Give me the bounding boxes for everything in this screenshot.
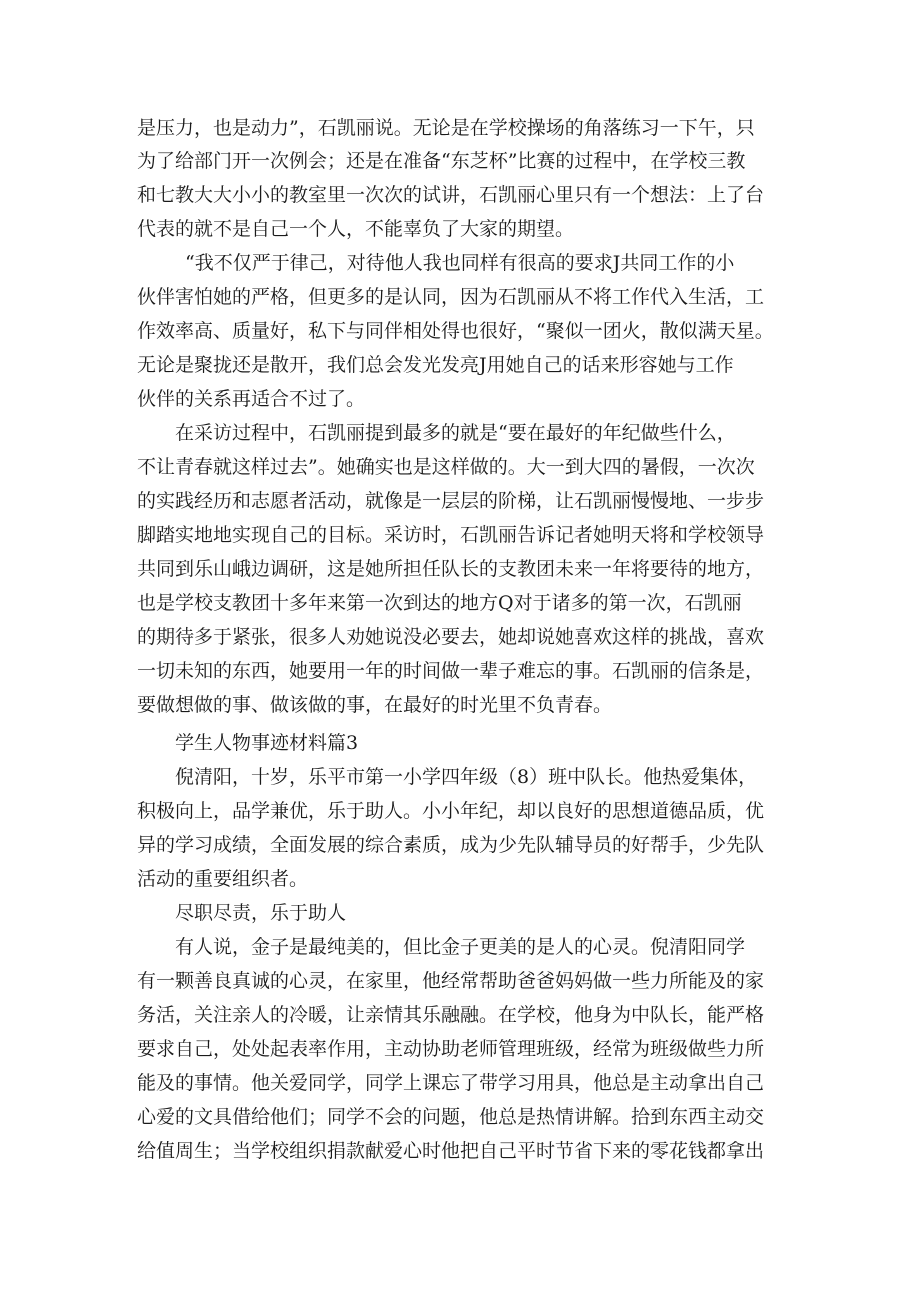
text-line: 要做想做的事、做该做的事，在最好的时光里不负青春。 — [137, 694, 613, 716]
text-line: 有人说，金子是最纯美的，但比金子更美的是人的心灵。倪清阳同学 — [175, 936, 746, 958]
text-line: 异的学习成绩，全面发展的综合素质，成为少先队辅导员的好帮手，少先队 — [137, 834, 765, 856]
subheading: 尽职尽责，乐于助人 — [175, 902, 347, 924]
section-heading: 学生人物事迹材料篇3 — [175, 732, 359, 754]
text-line: 积极向上，品学兼优，乐于助人。小小年纪，却以良好的思想道德品质，优 — [137, 800, 765, 822]
text-line: 的实践经历和志愿者活动，就像是一层层的阶梯，让石凯丽慢慢地、一步步 — [137, 490, 765, 512]
text-line: 是压力，也是动力”，石凯丽说。无论是在学校操场的角落练习一下午，只 — [137, 117, 755, 139]
text-line: 的期待多于紧张，很多人劝她说没必要去，她却说她喜欢这样的挑战，喜欢 — [137, 626, 765, 648]
text-line: 要求自己，处处起表率作用，主动协助老师管理班级，经常为班级做些力所 — [137, 1038, 765, 1060]
text-line: 代表的就不是自己一个人，不能辜负了大家的期望。 — [137, 218, 575, 240]
text-line: 在采访过程中，石凯丽提到最多的就是“要在最好的年纪做些什么， — [175, 422, 736, 444]
text-line: 作效率高、质量好，私下与同伴相处得也很好，“聚似一团火，散似满天星。 — [137, 320, 774, 342]
text-line: 和七教大大小小的教室里一次次的试讲，石凯丽心里只有一个想法：上了台 — [137, 184, 765, 206]
text-line: 也是学校支教团十多年来第一次到达的地方Q对于诸多的第一次，石凯丽 — [137, 592, 742, 614]
text-line: 伙伴的关系再适合不过了。 — [137, 388, 366, 410]
text-line: 活动的重要组织者。 — [137, 868, 309, 890]
text-line: 给值周生；当学校组织捐款献爱心时他把自己平时节省下来的零花钱都拿出 — [137, 1140, 765, 1162]
text-line: 为了给部门开一次例会；还是在准备“东芝杯”比赛的过程中，在学校三教 — [137, 150, 746, 172]
text-line: 不让青春就这样过去”。她确实也是这样做的。大一到大四的暑假，一次次 — [137, 456, 755, 478]
text-line: 伙伴害怕她的严格，但更多的是认同，因为石凯丽从不将工作代入生活，工 — [137, 286, 765, 308]
text-line: 无论是聚拢还是散开，我们总会发光发亮J用她自己的话来形容她与工作 — [137, 354, 734, 376]
text-line: 有一颗善良真诚的心灵，在家里，他经常帮助爸爸妈妈做一些力所能及的家 — [137, 970, 765, 992]
text-line: 能及的事情。他关爱同学，同学上课忘了带学习用具，他总是主动拿出自己 — [137, 1072, 765, 1094]
text-line: “我不仅严于律己，对待他人我也同样有很高的要求J共同工作的小 — [185, 252, 735, 274]
text-line: 一切未知的东西，她要用一年的时间做一辈子难忘的事。石凯丽的信条是， — [137, 660, 765, 682]
text-line: 共同到乐山峨边调研，这是她所担任队长的支教团未来一年将要待的地方， — [137, 558, 765, 580]
text-line: 心爱的文具借给他们；同学不会的问题，他总是热情讲解。拾到东西主动交 — [137, 1106, 765, 1128]
text-line: 务活，关注亲人的冷暖，让亲情其乐融融。在学校，他身为中队长，能严格 — [137, 1004, 765, 1026]
text-line: 倪清阳，十岁，乐平市第一小学四年级（8）班中队长。他热爱集体， — [175, 766, 758, 788]
text-line: 脚踏实地地实现自己的目标。采访时，石凯丽告诉记者她明天将和学校领导 — [137, 524, 765, 546]
